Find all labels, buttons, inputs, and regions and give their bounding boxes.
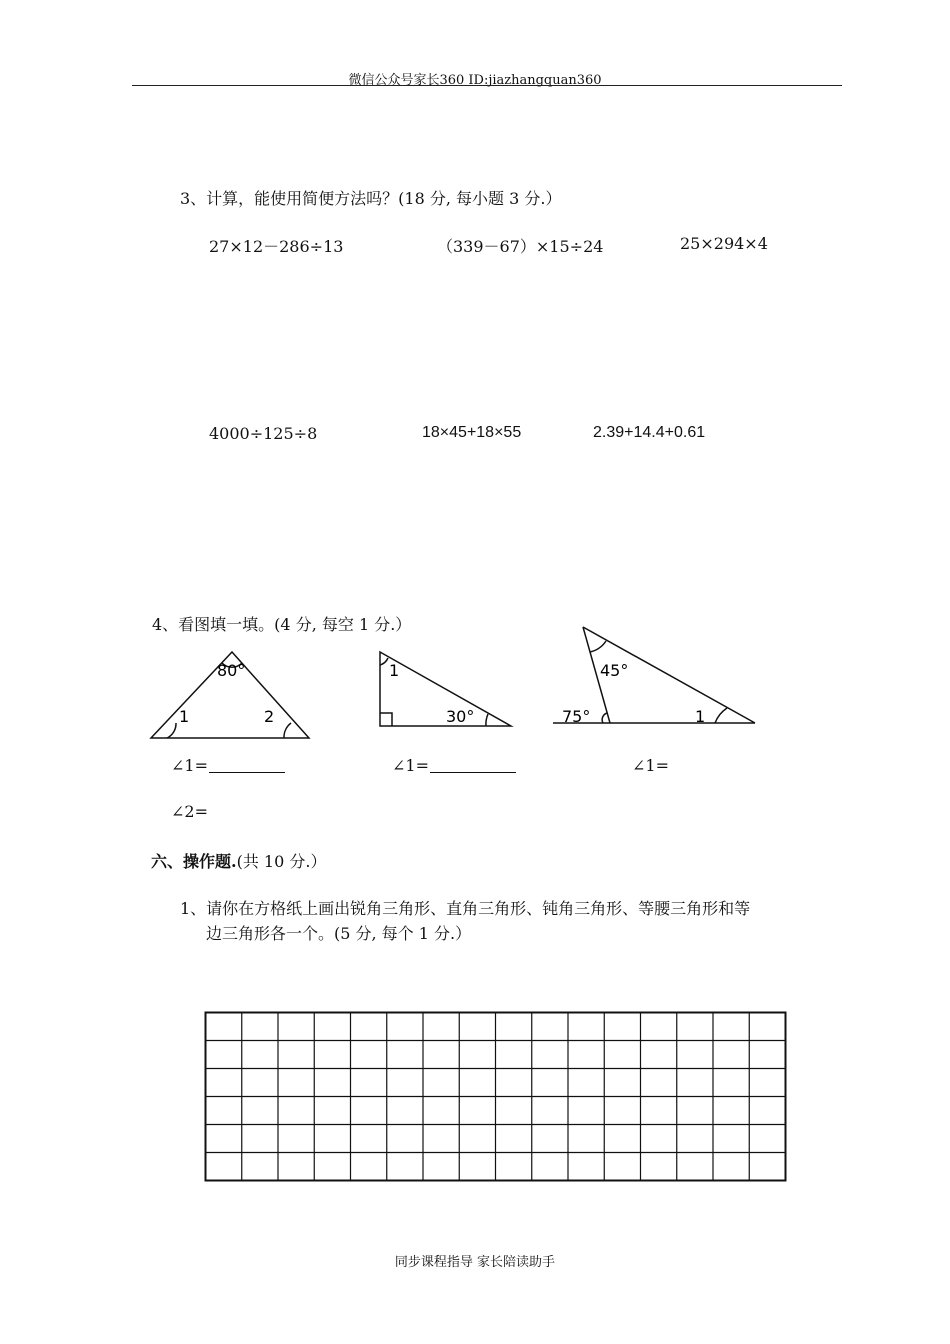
fig1-angle-2-label: 2 (264, 707, 275, 726)
s6-q1-line1: 1、请你在方格纸上画出锐角三角形、直角三角形、钝角三角形、等腰三角形和等 (180, 899, 751, 918)
fig1-angle-1-label: 1 (179, 707, 190, 726)
q4-title: 4、看图填一填。(4 分, 每空 1 分.） (152, 615, 412, 634)
answer-label: ∠1= (171, 756, 208, 775)
answer-line-1 (171, 756, 285, 775)
fig3-top-angle: 45° (600, 661, 629, 680)
page-footer: 同步课程指导 家长陪读助手 (394, 1255, 556, 1270)
q3-expression: （339－67）×15÷24 (437, 237, 604, 256)
answer-label: ∠2= (171, 802, 208, 821)
fig2-angle-1-label: 1 (389, 661, 400, 680)
q3-expression: 18×45+18×55 (422, 424, 522, 441)
answer-line-3 (632, 756, 669, 775)
section-6-heading (151, 849, 326, 872)
section-6-score: (共 10 分.） (236, 852, 327, 871)
answer-label: ∠1= (632, 756, 669, 775)
fig1-top-angle: 80° (217, 661, 246, 680)
answer-blank[interactable] (430, 758, 516, 773)
fig3-angle-1-label: 1 (695, 707, 706, 726)
q3-expression: 25×294×4 (680, 234, 768, 253)
answer-label: ∠1= (392, 756, 429, 775)
section-6-title: 六、操作题. (151, 852, 237, 871)
q3-expression: 2.39+14.4+0.61 (593, 424, 706, 441)
answer-line-2 (392, 756, 516, 775)
answer-blank[interactable] (209, 758, 285, 773)
answer-line-4 (171, 802, 208, 821)
q3-title: 3、计算，能使用简便方法吗？(18 分, 每小题 3 分.） (180, 189, 562, 208)
fig3-exterior-angle: 75° (562, 707, 591, 726)
s6-q1-line2: 边三角形各一个。(5 分, 每个 1 分.） (206, 924, 472, 943)
q3-expression: 4000÷125÷8 (209, 424, 318, 443)
fig2-angle-label: 30° (446, 707, 475, 726)
square-grid-paper[interactable] (204, 1011, 788, 1183)
page-header: 微信公众号家长360 ID:jiazhangquan360 (348, 73, 602, 88)
q3-expression: 27×12－286÷13 (209, 237, 344, 256)
